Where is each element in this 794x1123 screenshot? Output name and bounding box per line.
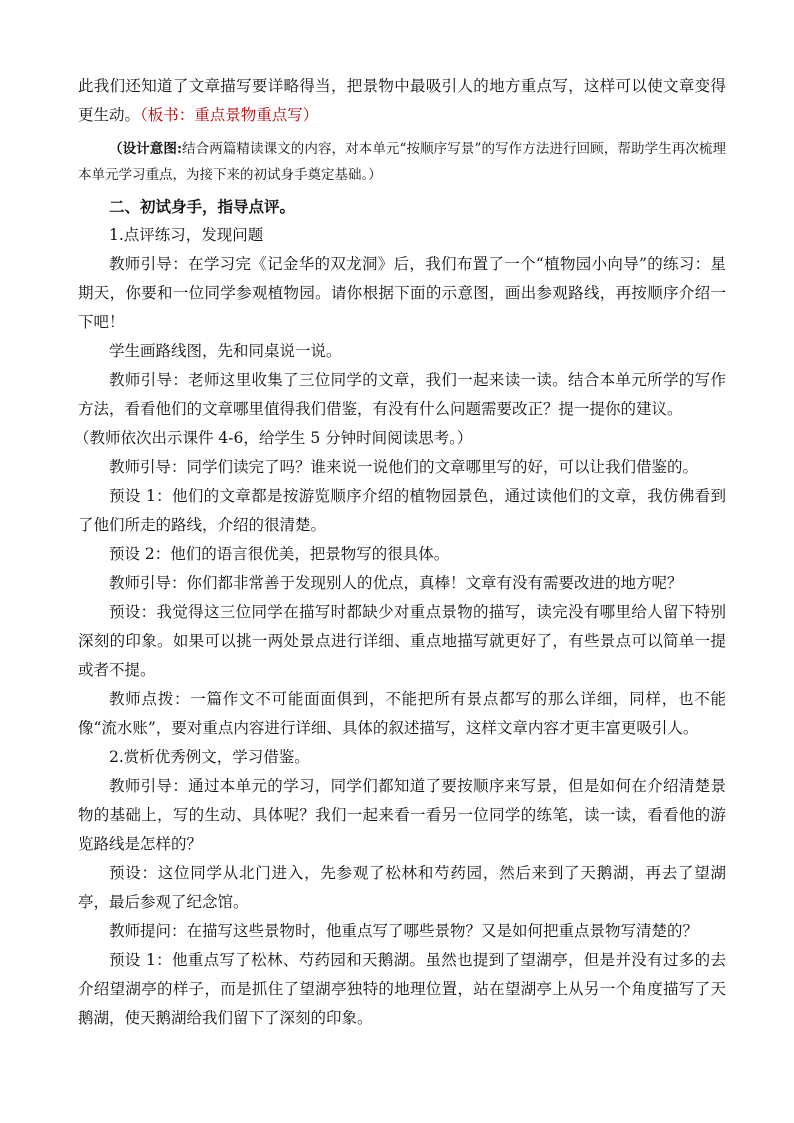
paragraph-9: 教师点拨：一篇作文不可能面面俱到，不能把所有景点都写的那么详细，同样，也不能像“流水账”，要对重点内容进行详细、具体的叙述描写，这样文章内容才更丰富更吸引人。	[78, 690, 726, 737]
paragraph-10: 教师引导：通过本单元的学习，同学们都知道了要按顺序来写景，但是如何在介绍清楚景物的基础上，写的生动、具体呢？我们一起来看一看另一位同学的练笔，读一读，看看他的游览路线是怎样的？	[78, 777, 726, 853]
paragraph-8: 预设：我觉得这三位同学在描写时都缺少对重点景物的描写，读完没有哪里给人留下特别深刻的印象。如果可以挑一两处景点进行详细、重点地描写就更好了，有些景点可以简单一提或者不提。	[78, 603, 726, 679]
paragraph-5: 预设 1：他们的文章都是按游览顺序介绍的植物园景色，通过读他们的文章，我仿佛看到了他们所走的路线，介绍的很清楚。	[78, 487, 726, 534]
paragraph-4: 教师引导：同学们读完了吗？谁来说一说他们的文章哪里写的好，可以让我们借鉴的。	[109, 458, 699, 476]
intro-text: 此我们还知道了文章描写要详略得当，把景物中最吸引人的地方重点写，这样可以使文章变得更生动。	[78, 77, 726, 124]
subheading-1: 1.点评练习，发现问题	[109, 226, 264, 244]
board-note: （板书：重点景物重点写）	[140, 106, 319, 124]
paragraph-6: 预设 2：他们的语言很优美，把景物写的很具体。	[109, 545, 450, 563]
paragraph-1: 教师引导：在学习完《记金华的双龙洞》后，我们布置了一个“植物园小向导”的练习：星期天，你要和一位同学参观植物园。请你根据下面的示意图，画出参观路线，再按顺序介绍一下吧！	[78, 255, 726, 331]
design-text: 结合两篇精读课文的内容，对本单元“按顺序写景”的写作方法进行回顾，帮助学生再次梳理本单元学习重点，为接下来的初试身手奠定基础。）	[78, 141, 727, 183]
paragraph-7: 教师引导：你们都非常善于发现别人的优点，真棒！文章有没有需要改进的地方呢？	[109, 574, 683, 592]
paragraph-11: 预设：这位同学从北门进入，先参观了松林和芍药园，然后来到了天鹅湖，再去了望湖亭，最后参观了纪念馆。	[78, 864, 726, 911]
paragraph-12: 教师提问：在描写这些景物时，他重点写了哪些景物？又是如何把重点景物写清楚的？	[109, 922, 699, 940]
section-heading-2: 二、初试身手，指导点评。	[109, 197, 296, 216]
paragraph-2: 学生画路线图，先和同桌说一说。	[109, 342, 342, 360]
design-intent	[78, 136, 726, 188]
paragraph-3: 教师引导：老师这里收集了三位同学的文章，我们一起来读一读。结合本单元所学的写作方法，看看他们的文章哪里值得我们借鉴，有没有什么问题需要改正？提一提你的建议。	[78, 371, 726, 418]
paragraph-13: 预设 1：他重点写了松林、芍药园和天鹅湖。虽然也提到了望湖亭，但是并没有过多的去介绍望湖亭的样子，而是抓住了望湖亭独特的地理位置，站在望湖亭上从另一个角度描写了天鹅湖，使天鹅湖给我们留下了深刻的印象。	[78, 951, 726, 1027]
document-page	[74, 72, 727, 1033]
paragraph-intro	[78, 72, 726, 130]
paragraph-3-note: （教师依次出示课件 4-6，给学生 5 分钟时间阅读思考。）	[74, 429, 473, 447]
design-label: （设计意图:	[109, 141, 182, 157]
subheading-2: 2.赏析优秀例文，学习借鉴。	[109, 748, 310, 766]
